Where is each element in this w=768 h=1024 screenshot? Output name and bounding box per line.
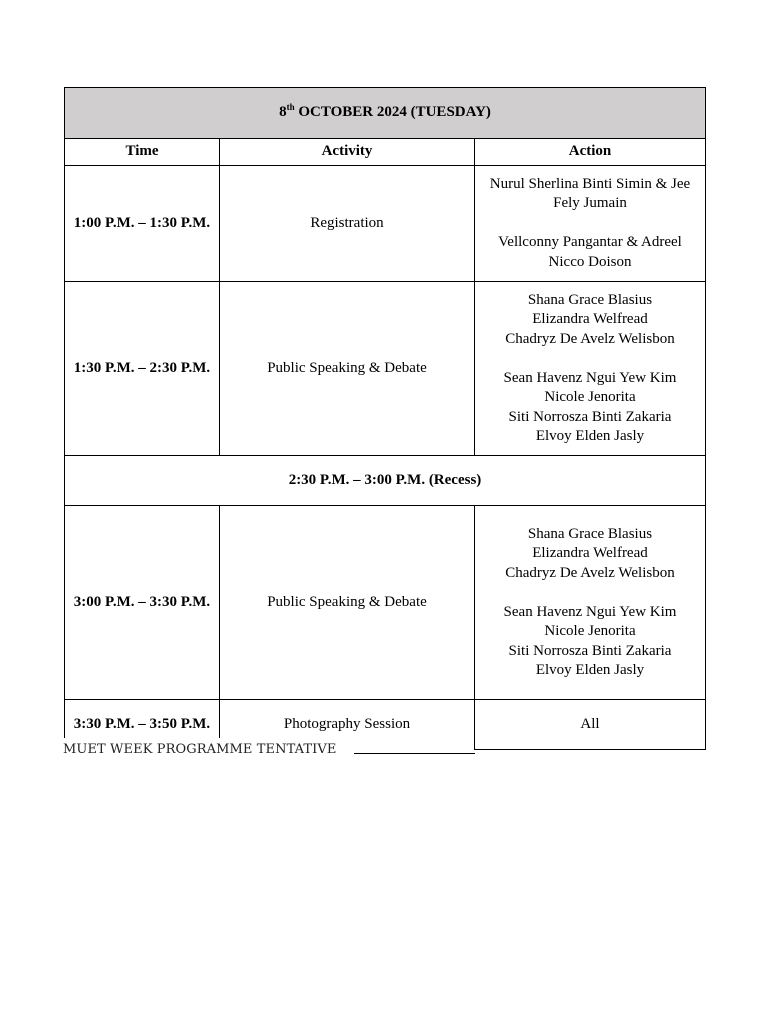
table-row xyxy=(65,282,706,456)
action-name: Elvoy Elden Jasly xyxy=(535,662,645,678)
action-name: Shana Grace Blasius xyxy=(527,525,653,542)
header-action: Action xyxy=(475,139,706,166)
footer-rule xyxy=(354,753,475,754)
time-cell: 3:30 P.M. – 3:50 P.M. xyxy=(65,700,220,750)
action-name: Vellconny Pangantar & Adreel Nicco Doison xyxy=(498,234,682,270)
recess-cell: 2:30 P.M. – 3:00 P.M. (Recess) xyxy=(65,456,706,506)
header-activity: Activity xyxy=(220,139,475,166)
date-heading: 8th OCTOBER 2024 (TUESDAY) xyxy=(65,88,706,139)
action-name: Sean Havenz Ngui Yew Kim xyxy=(503,369,677,386)
action-name: Nicole Jenorita xyxy=(544,623,636,639)
time-cell: 1:30 P.M. – 2:30 P.M. xyxy=(65,282,220,456)
action-name: Chadryz De Avelz Welisbon xyxy=(505,330,675,347)
recess-row xyxy=(65,456,706,506)
activity-cell: Public Speaking & Debate xyxy=(220,282,475,456)
time-cell: 1:00 P.M. – 1:30 P.M. xyxy=(65,166,220,282)
action-name: Sean Havenz Ngui Yew Kim xyxy=(503,603,677,620)
column-header-row xyxy=(65,139,706,166)
date-header-row xyxy=(65,88,706,139)
action-name: Siti Norrosza Binti Zakaria xyxy=(508,642,672,659)
action-name: Elizandra Welfread xyxy=(532,545,648,561)
action-name: Nurul Sherlina Binti Simin & Jee Fely Jumain xyxy=(489,175,691,212)
action-name: Chadryz De Avelz Welisbon xyxy=(505,564,675,581)
action-name: Elvoy Elden Jasly xyxy=(535,428,645,444)
action-cell xyxy=(475,506,706,700)
schedule-table xyxy=(64,87,706,750)
activity-cell: Photography Session xyxy=(220,700,475,750)
action-cell xyxy=(475,700,706,750)
page-footer: MUET WEEK PROGRAMME TENTATIVE xyxy=(63,742,337,757)
time-cell: 3:00 P.M. – 3:30 P.M. xyxy=(65,506,220,700)
activity-cell: Public Speaking & Debate xyxy=(220,506,475,700)
header-time: Time xyxy=(65,139,220,166)
action-name: All xyxy=(580,715,600,732)
action-cell xyxy=(475,282,706,456)
action-name: Siti Norrosza Binti Zakaria xyxy=(508,408,672,425)
action-name: Nicole Jenorita xyxy=(544,389,636,405)
table-row xyxy=(65,166,706,282)
action-name: Elizandra Welfread xyxy=(532,311,648,327)
action-name: Shana Grace Blasius xyxy=(527,291,653,308)
table-row xyxy=(65,506,706,700)
action-cell xyxy=(475,166,706,282)
activity-cell: Registration xyxy=(220,166,475,282)
